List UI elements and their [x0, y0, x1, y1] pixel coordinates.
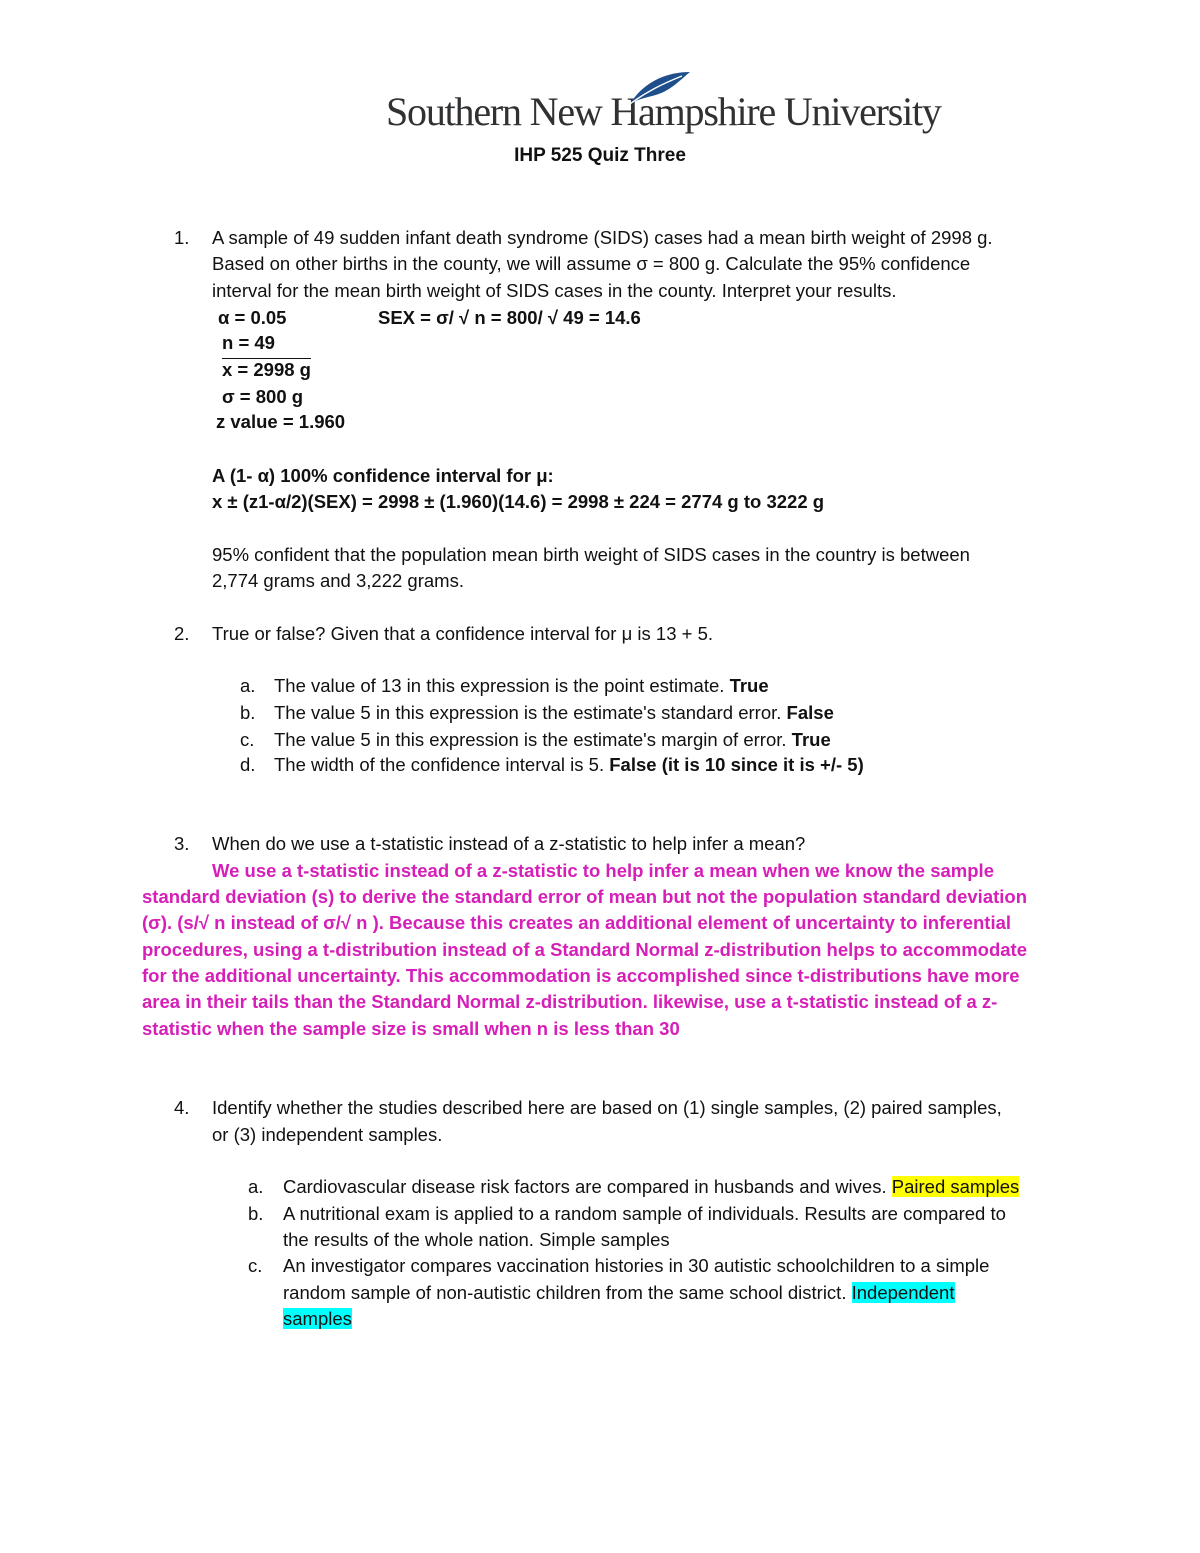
q4-item-c-line-1: An investigator compares vaccination histories in 30 autistic schoolchildren to a simple — [283, 1255, 990, 1276]
question-2-prompt: True or false? Given that a confidence interval for μ is 13 + 5. — [212, 623, 713, 644]
question-4-prompt-line-2: or (3) independent samples. — [212, 1124, 443, 1145]
q2-item-b-letter: b. — [240, 702, 256, 723]
feather-leaf-icon — [624, 70, 694, 110]
q3-answer-line-4: procedures, using a t-distribution instead of a Standard Normal z-distribution helps to accommodate — [142, 939, 1028, 960]
q4-item-c-line-3 — [283, 1306, 352, 1332]
q3-answer-line-7: statistic when the sample size is small when n is less than 30 — [142, 1018, 680, 1039]
q2-item-c: The value 5 in this expression is the estimate's margin of error. True — [274, 729, 831, 750]
q4-item-b-line-1: A nutritional exam is applied to a random sample of individuals. Results are compared to — [283, 1203, 1006, 1224]
question-3-prompt: When do we use a t-statistic instead of a z-statistic to help infer a mean? — [212, 833, 806, 854]
page-title: IHP 525 Quiz Three — [514, 145, 686, 166]
question-3-number: 3. — [174, 833, 190, 854]
q3-answer-line-1: We use a t-statistic instead of a z-statistic to help infer a mean when we know the sample — [212, 860, 994, 881]
q4-item-b-line-2: the results of the whole nation. Simple samples — [283, 1229, 670, 1250]
q3-answer-line-2: standard deviation (s) to derive the standard error of mean but not the population standard deviation — [142, 886, 1028, 907]
q4-item-a: Cardiovascular disease risk factors are compared in husbands and wives. Paired samples — [283, 1176, 1020, 1197]
q2-item-d: The width of the confidence interval is 5. False (it is 10 since it is +/- 5) — [274, 754, 864, 775]
q2-item-a-letter: a. — [240, 675, 256, 696]
alpha-value: α = 0.05 — [218, 307, 287, 328]
q3-answer-line-5: for the additional uncertainty. This accommodation is accomplished since t-distributions have more — [142, 965, 1020, 986]
question-4-number: 4. — [174, 1097, 190, 1118]
z-value: z value = 1.960 — [216, 411, 346, 432]
q4-item-b-letter: b. — [248, 1203, 264, 1224]
q3-answer-line-3: (σ). (s/√ n instead of σ/√ n ). Because this creates an additional element of uncertainty to inferential — [142, 912, 1012, 933]
interpretation-line-1: 95% confident that the population mean birth weight of SIDS cases in the country is between — [212, 544, 970, 565]
interpretation-line-2: 2,774 grams and 3,222 grams. — [212, 570, 464, 591]
q2-item-b: The value 5 in this expression is the estimate's standard error. False — [274, 702, 834, 723]
question-1-line-1: A sample of 49 sudden infant death syndrome (SIDS) cases had a mean birth weight of 2998 g. — [212, 227, 993, 248]
university-logo — [386, 70, 941, 140]
q2-item-d-letter: d. — [240, 754, 256, 775]
question-1-line-3: interval for the mean birth weight of SIDS cases in the county. Interpret your results. — [212, 280, 897, 301]
q3-answer-line-6: area in their tails than the Standard Normal z-distribution. likewise, use a t-statistic instead of a z- — [142, 991, 998, 1012]
standard-error-calc: SEX = σ/ √ n = 800/ √ 49 = 14.6 — [378, 307, 641, 328]
q4-item-c-letter: c. — [248, 1255, 263, 1276]
logo-wordmark: Southern New Hampshire University — [386, 89, 941, 134]
question-1-number: 1. — [174, 227, 190, 248]
ci-heading: A (1- α) 100% confidence interval for μ: — [212, 465, 554, 486]
question-1-line-2: Based on other births in the county, we will assume σ = 800 g. Calculate the 95% confidence — [212, 253, 971, 274]
q2-item-c-letter: c. — [240, 729, 255, 750]
question-4-prompt-line-1: Identify whether the studies described here are based on (1) single samples, (2) paired samples, — [212, 1097, 1002, 1118]
answer-highlight-yellow: Paired samples — [891, 1176, 1020, 1197]
ci-calculation: x ± (z1-α/2)(SEX) = 2998 ± (1.960)(14.6) = 2998 ± 224 = 2774 g to 3222 g — [212, 491, 825, 512]
question-2-number: 2. — [174, 623, 190, 644]
q4-item-a-letter: a. — [248, 1176, 264, 1197]
answer-highlight-cyan: Independent — [851, 1282, 955, 1303]
answer-highlight-cyan-2: samples — [283, 1308, 352, 1329]
sample-mean: x = 2998 g — [222, 359, 311, 380]
sample-size: n = 49 — [222, 332, 275, 353]
q4-item-c-line-2: random sample of non-autistic children from the same school district. Independent — [283, 1282, 955, 1303]
q2-item-a: The value of 13 in this expression is the point estimate. True — [274, 675, 769, 696]
sigma-value: σ = 800 g — [222, 386, 304, 407]
